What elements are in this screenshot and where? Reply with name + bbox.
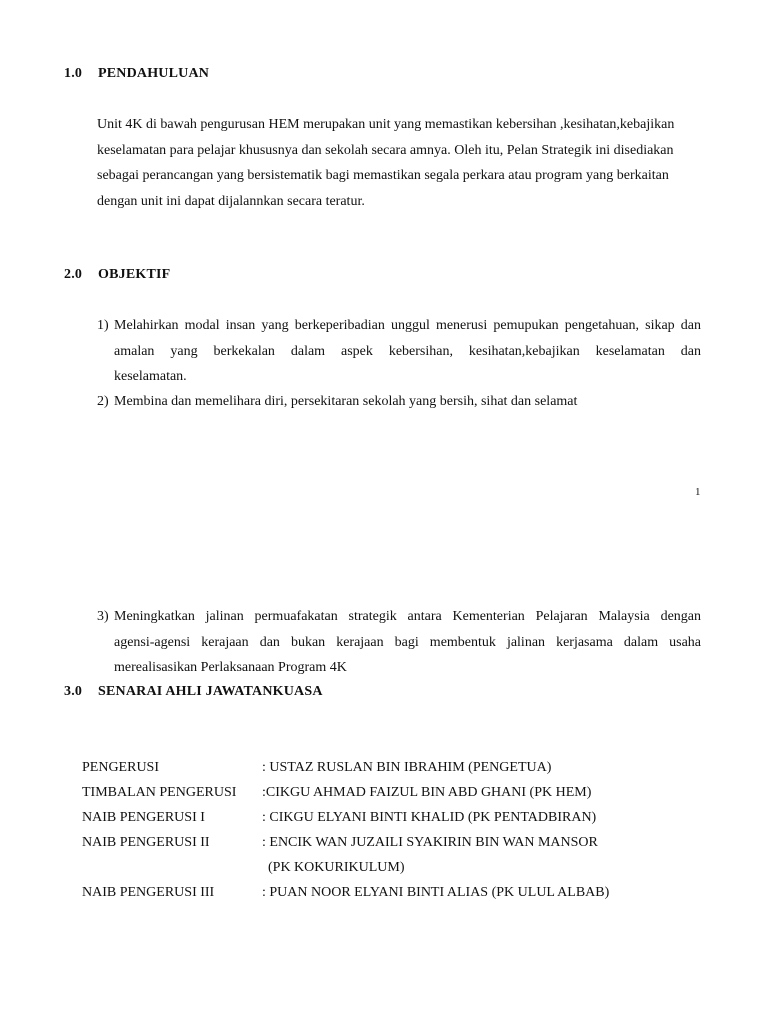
paragraph-line: keselamatan para pelajar khususnya dan sekolah secara amnya. Oleh itu, Pelan Strategik ini disediakan — [97, 142, 674, 158]
paragraph-line: Unit 4K di bawah pengurusan HEM merupakan unit yang memastikan kebersihan ,kesihatan,kebajikan — [97, 117, 675, 132]
list-marker: 2) — [97, 394, 109, 409]
committee-role: NAIB PENGERUSI II — [82, 835, 210, 850]
section-2-number: 2.0 — [64, 267, 83, 282]
committee-role: TIMBALAN PENGERUSI — [82, 785, 237, 800]
section-3-title: SENARAI AHLI JAWATANKUASA — [98, 684, 323, 699]
committee-row — [82, 760, 702, 785]
paragraph-line: sebagai perancangan yang bersistematik bagi memastikan segala perkara atau program yang berkaitan — [97, 168, 669, 183]
list-marker: 1) — [97, 318, 109, 333]
section-1-title: PENDAHULUAN — [98, 66, 210, 81]
committee-name: : PUAN NOOR ELYANI BINTI ALIAS (PK ULUL ALBAB) — [262, 885, 610, 900]
committee-name: :CIKGU AHMAD FAIZUL BIN ABD GHANI (PK HEM) — [262, 785, 592, 800]
committee-name: : USTAZ RUSLAN BIN IBRAHIM (PENGETUA) — [262, 760, 552, 775]
list-marker: 3) — [97, 609, 109, 624]
section-1-paragraph — [97, 112, 701, 214]
paragraph-line: dengan unit ini dapat dijalannkan secara teratur. — [97, 193, 365, 209]
committee-row — [82, 835, 702, 885]
objective-line: merealisasikan Perlaksanaan Program 4K — [114, 660, 347, 675]
committee-row — [82, 785, 702, 810]
committee-role: NAIB PENGERUSI III — [82, 885, 215, 900]
committee-name-continuation: (PK KOKURIKULUM) — [268, 860, 405, 875]
section-2-heading — [64, 267, 464, 287]
section-1-number: 1.0 — [64, 66, 83, 81]
objective-item-1 — [97, 313, 701, 390]
objective-line: Meningkatkan jalinan permuafakatan strategik antara Kementerian Pelajaran Malaysia dengan — [114, 609, 701, 624]
page-number: 1 — [695, 486, 701, 498]
committee-role: PENGERUSI — [82, 760, 160, 775]
objective-line: Melahirkan modal insan yang berkeperibadian unggul menerusi pemupukan pengetahuan, sikap dan — [114, 318, 701, 333]
section-2-title: OBJEKTIF — [98, 267, 171, 282]
committee-name: : ENCIK WAN JUZAILI SYAKIRIN BIN WAN MANSOR — [262, 835, 598, 850]
committee-row — [82, 885, 702, 910]
objective-line: agensi-agensi kerajaan dan bukan kerajaan bagi membentuk jalinan kerjasama dalam usaha — [114, 634, 701, 650]
section-3-heading — [64, 684, 464, 704]
objective-item-2 — [97, 389, 701, 415]
committee-row — [82, 810, 702, 835]
committee-role: NAIB PENGERUSI I — [82, 810, 205, 825]
section-3-number: 3.0 — [64, 684, 83, 699]
objective-line: keselamatan. — [114, 369, 187, 384]
section-1-heading — [64, 66, 464, 86]
objective-line: Membina dan memelihara diri, persekitaran sekolah yang bersih, sihat dan selamat — [114, 394, 578, 409]
objective-item-3 — [97, 604, 701, 681]
objective-line: amalan yang berkekalan dalam aspek kebersihan, kesihatan,kebajikan keselamatan dan — [114, 343, 701, 359]
committee-name: : CIKGU ELYANI BINTI KHALID (PK PENTADBIRAN) — [262, 810, 597, 825]
